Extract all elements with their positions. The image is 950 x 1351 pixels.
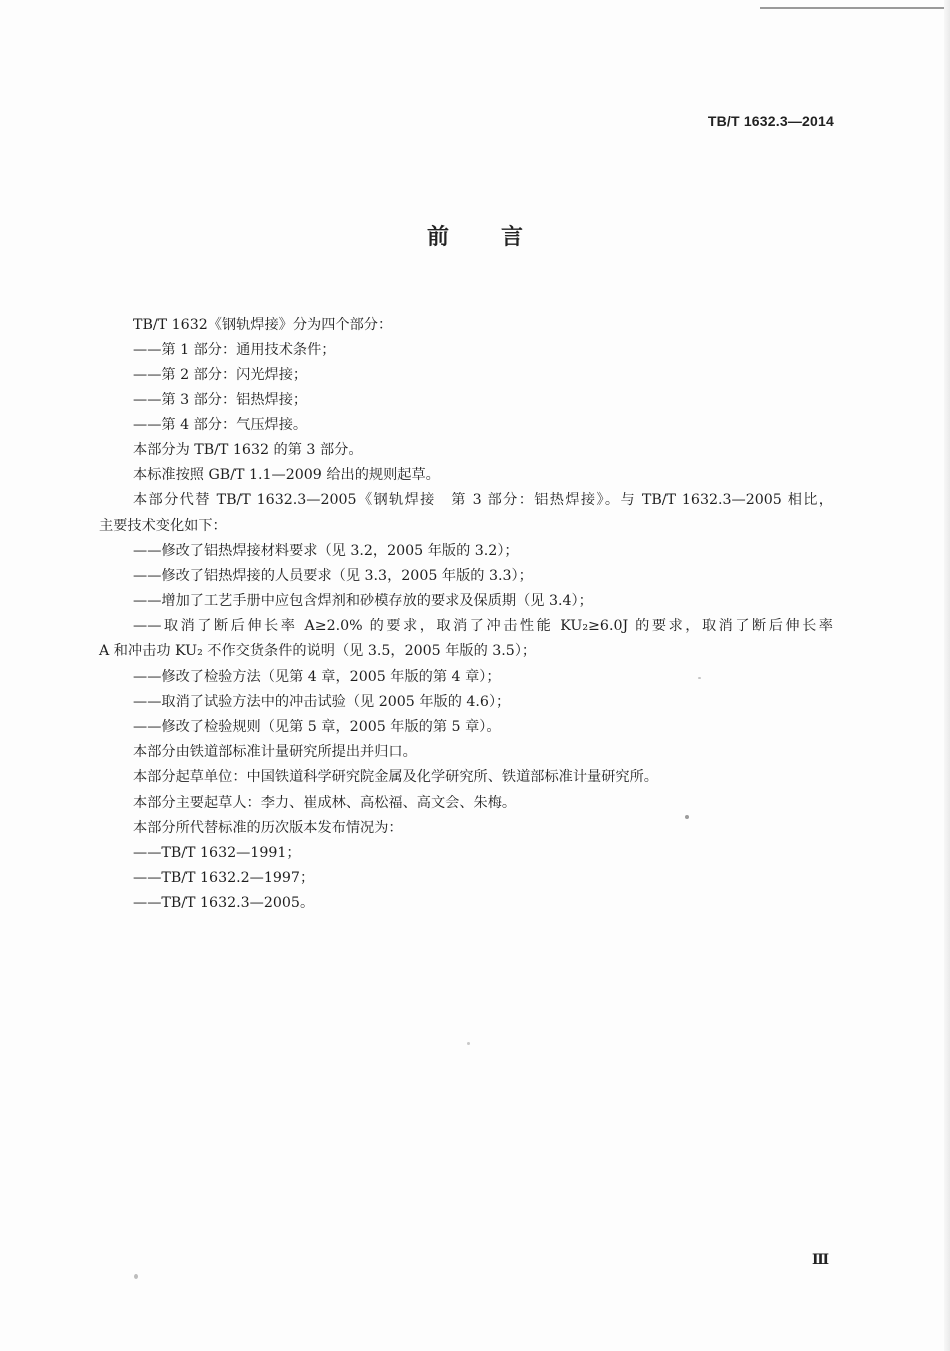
scan-edge-shadow [944,0,950,1351]
page-number: Ⅲ [812,1252,829,1268]
body-line-9: 主要技术变化如下： [99,518,227,534]
scan-speck [134,1274,138,1279]
body-line-3: ——第 2 部分：闪光焊接； [133,367,308,383]
body-line-15: ——修改了检验方法（见第 4 章，2005 年版的第 4 章）； [133,669,501,685]
body-line-20: 本部分主要起草人：李力、崔成林、高松福、高文会、朱梅。 [133,795,517,811]
body-line-5: ——第 4 部分：气压焊接。 [133,417,308,433]
page-title [0,220,950,251]
body-line-11: ——修改了铝热焊接的人员要求（见 3.3，2005 年版的 3.3）； [133,568,533,584]
scan-speck [467,1042,470,1045]
body-line-24: ——TB/T 1632.3—2005。 [133,895,315,911]
title-char-1: 前 [426,225,449,250]
scan-speck [685,815,689,819]
body-line-22: ——TB/T 1632—1991； [133,845,301,861]
body-line-10: ——修改了铝热焊接材料要求（见 3.2，2005 年版的 3.2）； [133,543,519,559]
title-char-2: 言 [501,225,524,250]
body-line-14: A 和冲击功 KU₂ 不作交货条件的说明（见 3.5，2005 年版的 3.5）； [99,643,537,659]
scan-edge-mark [760,7,950,9]
body-line-6: 本部分为 TB/T 1632 的第 3 部分。 [133,442,363,458]
body-line-12: ——增加了工艺手册中应包含焊剂和砂模存放的要求及保质期（见 3.4）； [133,593,593,609]
scan-speck [698,677,701,679]
body-line-23: ——TB/T 1632.2—1997； [133,870,315,886]
body-line-2: ——第 1 部分：通用技术条件； [133,342,336,358]
body-line-13: ——取消了断后伸长率 A≥2.0% 的要求，取消了冲击性能 KU₂≥6.0J 的要求，取消了断后伸长率 [133,618,833,634]
body-line-1: TB/T 1632《钢轨焊接》分为四个部分： [133,317,393,333]
body-line-8: 本部分代替 TB/T 1632.3—2005《钢轨焊接 第 3 部分：铝热焊接》。与 TB/T 1632.3—2005 相比， [133,492,833,508]
body-line-16: ——取消了试验方法中的冲击试验（见 2005 年版的 4.6）； [133,694,511,710]
body-line-21: 本部分所代替标准的历次版本发布情况为： [133,820,403,836]
body-line-18: 本部分由铁道部标准计量研究所提出并归口。 [133,744,417,760]
body-line-4: ——第 3 部分：铝热焊接； [133,392,308,408]
standard-code: TB/T 1632.3—2014 [707,113,834,129]
body-line-7: 本标准按照 GB/T 1.1—2009 给出的规则起草。 [133,467,440,483]
body-line-19: 本部分起草单位：中国铁道科学研究院金属及化学研究所、铁道部标准计量研究所。 [133,769,658,785]
body-line-17: ——修改了检验规则（见第 5 章，2005 年版的第 5 章）。 [133,719,501,735]
